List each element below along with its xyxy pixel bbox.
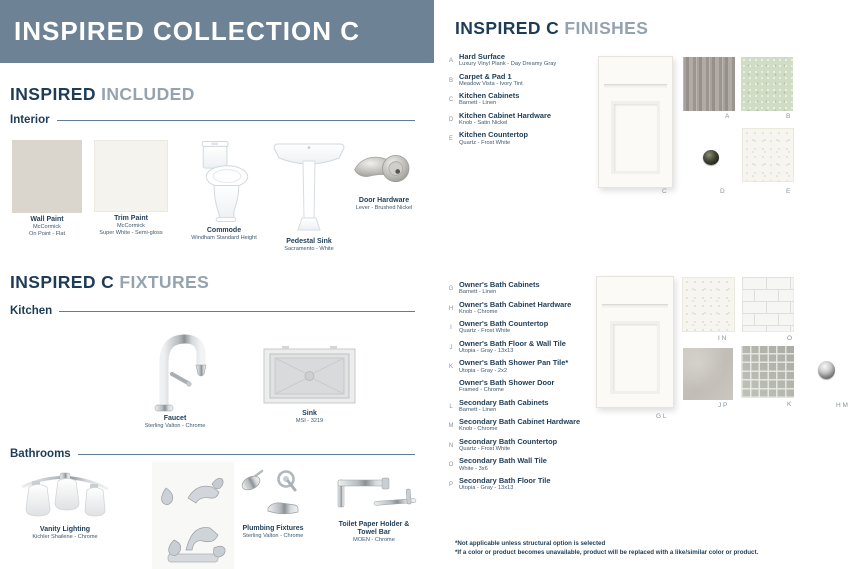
fixtures-title-secondary: FIXTURES <box>119 272 210 292</box>
cabinet-panel <box>611 101 659 174</box>
finish-item-name: Secondary Bath Cabinet Hardware <box>459 417 581 427</box>
finish-item-letter: O <box>448 462 454 469</box>
kitchen-quartz-swatch <box>742 128 794 182</box>
swatch-label-gl: G L <box>656 413 667 420</box>
swatch-label-jp: J P <box>718 402 728 409</box>
product-sub: Sacramento - White <box>284 246 334 252</box>
footnote-line: *Not applicable unless structural option is selected <box>455 540 606 547</box>
finish-item-letter: L <box>449 403 453 410</box>
kitchen-group-header <box>10 305 415 317</box>
finish-item-sub: Quartz - Frost White <box>459 328 511 335</box>
finish-item-sub: Barnett - Linen <box>459 289 497 296</box>
finish-list-item <box>446 457 641 477</box>
product-sub: Sterling Valton - Chrome <box>242 533 304 539</box>
finish-item-letter: E <box>448 136 453 143</box>
footnotes <box>455 540 758 557</box>
bath-quartz-swatch <box>682 277 735 332</box>
finish-item-name: Owner's Bath Shower Door <box>459 377 555 387</box>
interior-group-label: Interior <box>10 114 50 126</box>
product-sub: Kichler Shailene - Chrome <box>32 534 98 540</box>
cabinet-rail <box>604 84 667 88</box>
kitchen-faucet-image <box>130 322 220 412</box>
finish-item-letter: J <box>449 344 453 351</box>
kitchen-rule <box>59 311 415 312</box>
finish-list-item <box>446 418 641 438</box>
fixtures-title-primary: INSPIRED C <box>10 272 115 292</box>
finish-item-sub: Quartz - Frost White <box>459 139 511 146</box>
product-card-tp-holder-towel-bar <box>330 470 418 544</box>
bathrooms-rule <box>78 454 415 455</box>
finish-item-letter: A <box>448 58 453 64</box>
finish-item-name: Hard Surface <box>459 52 506 61</box>
swatch-label-k: K <box>787 401 792 408</box>
kitchen-group-label: Kitchen <box>10 305 53 317</box>
finishes-title-secondary: FINISHES <box>564 18 649 38</box>
swatch-label-b: B <box>786 113 791 120</box>
product-sub: Lever - Brushed Nickel <box>355 205 413 211</box>
swatch-label-a: A <box>725 113 730 120</box>
bathrooms-group-label: Bathrooms <box>10 448 71 460</box>
finish-item-sub: Knob - Chrome <box>459 426 498 433</box>
product-card-vanity-lighting <box>10 465 120 541</box>
cabinet-rail <box>602 304 667 308</box>
finish-item-sub: Barnett - Linen <box>459 406 497 413</box>
finish-item-name: Secondary Bath Floor Tile <box>459 475 551 485</box>
finish-item-name: Secondary Bath Wall Tile <box>459 456 547 466</box>
product-name: Commode <box>206 227 242 234</box>
finish-item-sub: Luxury Vinyl Plank - Day Dreamy Gray <box>459 61 557 68</box>
finish-item-sub: Barnett - Linen <box>459 100 497 107</box>
finish-item-letter: K <box>448 364 453 371</box>
interior-rule <box>57 120 415 121</box>
finish-item-sub: Knob - Chrome <box>459 308 498 315</box>
product-name: Plumbing Fixtures <box>242 525 304 532</box>
finish-item-name: Kitchen Cabinet Hardware <box>459 110 551 120</box>
finish-item-text <box>459 418 641 433</box>
product-card-plumbing-fixtures <box>238 466 308 540</box>
product-sub: McCormick <box>33 224 61 230</box>
finish-item-name: Owner's Bath Floor & Wall Tile <box>459 338 566 348</box>
product-card-commode <box>186 140 262 242</box>
product-sub: MSI - 3219 <box>295 418 324 424</box>
finish-item-sub: Utopia - Gray - 2x2 <box>459 367 508 374</box>
finishes-title-primary: INSPIRED C <box>455 18 560 38</box>
finish-item-text <box>459 457 641 472</box>
finish-item-sub: Utopia - Gray - 13x13 <box>459 347 514 354</box>
finish-item-sub: Framed - Chrome <box>459 387 504 394</box>
finish-item-name: Kitchen Cabinets <box>459 91 520 101</box>
product-name: Door Hardware <box>358 197 410 204</box>
swatch-label-c: C <box>662 188 667 195</box>
finish-item-letter: M <box>448 423 454 430</box>
product-sub: Super White - Semi-gloss <box>99 229 163 236</box>
finish-item-letter: C <box>448 97 454 104</box>
product-card-wall-paint <box>12 140 82 237</box>
included-title-primary: INSPIRED <box>10 84 96 104</box>
product-card-kitchen-faucet <box>130 322 220 430</box>
included-section-title <box>10 84 195 105</box>
finish-item-name: Secondary Bath Cabinets <box>459 397 549 407</box>
finish-item-name: Owner's Bath Cabinets <box>459 280 540 289</box>
finish-item-letter: N <box>448 442 454 449</box>
tp-holder-towel-bar-image <box>330 470 418 518</box>
finish-item-text <box>459 477 641 492</box>
trim-paint-swatch <box>94 140 168 212</box>
bathrooms-group-header <box>10 448 415 460</box>
finish-list-item <box>446 477 641 497</box>
vanity-light-image <box>10 465 120 523</box>
included-title-secondary: INCLUDED <box>101 84 195 104</box>
product-name: Wall Paint <box>30 216 64 223</box>
finish-item-sub: Quartz - Frost White <box>459 445 511 452</box>
product-sub: Sterling Valton - Chrome <box>144 423 206 429</box>
chrome-knob-swatch <box>818 361 835 379</box>
kitchen-sink-image <box>262 345 357 407</box>
finish-item-name: Owner's Bath Shower Pan Tile* <box>459 358 569 368</box>
page-title: INSPIRED COLLECTION C <box>14 16 361 46</box>
wall-paint-swatch <box>12 140 82 213</box>
finish-item-sub: Meadow Vista - Ivory Tint <box>459 80 523 87</box>
swatch-label-in: I N <box>718 335 727 342</box>
product-name: Trim Paint <box>114 215 148 222</box>
finish-item-sub: Utopia - Gray - 13x13 <box>459 485 514 492</box>
product-sub: MOEN - Chrome <box>353 537 395 543</box>
product-sub: McCormick <box>117 223 145 229</box>
product-card-kitchen-sink <box>262 345 357 425</box>
product-name: Toilet Paper Holder & Towel Bar <box>338 521 410 536</box>
pedestal-sink-image <box>270 138 348 235</box>
product-name: Faucet <box>163 415 187 422</box>
product-name: Pedestal Sink <box>286 238 332 245</box>
fixtures-section-title <box>10 272 209 293</box>
finish-item-letter: D <box>448 116 454 123</box>
subway-tile-swatch <box>742 277 794 332</box>
plumbing-fixtures-image <box>238 466 308 522</box>
mosaic-tile-swatch <box>741 346 794 398</box>
product-name: Sink <box>302 410 317 417</box>
finish-item-name: Secondary Bath Countertop <box>459 436 558 446</box>
floor-tile-swatch <box>683 348 733 400</box>
banner <box>0 0 434 63</box>
product-name: Vanity Lighting <box>39 526 91 533</box>
finish-item-name: Carpet & Pad 1 <box>459 71 512 81</box>
finish-item-letter: G <box>448 286 454 292</box>
finish-item-name: Owner's Bath Cabinet Hardware <box>459 299 572 309</box>
swatch-label-d: D <box>720 188 725 195</box>
finishes-section-title <box>455 18 648 39</box>
finish-item-sub: Knob - Satin Nickel <box>459 119 508 126</box>
product-sub: On Point - Flat <box>28 230 66 237</box>
kitchen-cabinet-swatch <box>598 56 673 188</box>
swatch-label-o: O <box>787 335 793 342</box>
bath-faucets-image <box>152 462 234 569</box>
door-lever-image <box>348 148 420 194</box>
product-sub: Windham Standard Height <box>191 235 257 241</box>
commode-image <box>186 140 262 224</box>
product-card-trim-paint <box>94 140 168 236</box>
finish-list-item <box>446 438 641 458</box>
finish-item-name: Kitchen Countertop <box>459 130 528 140</box>
vinyl-plank-swatch <box>683 57 735 111</box>
swatch-label-e: E <box>786 188 791 195</box>
swatch-label-hm: H M <box>836 402 848 409</box>
finish-item-text <box>459 438 641 453</box>
carpet-swatch <box>741 57 793 111</box>
bath-cabinet-swatch <box>596 276 674 408</box>
finish-item-letter: H <box>448 305 454 312</box>
cabinet-panel <box>610 321 660 394</box>
product-card-pedestal-sink <box>270 138 348 253</box>
finish-item-sub: White - 3x6 <box>459 465 488 472</box>
footnote-line: *If a color or product becomes unavailable, product will be replaced with a like/similar color or product. <box>455 548 759 556</box>
interior-group-header <box>10 114 415 126</box>
finish-item-letter: P <box>448 481 453 488</box>
finish-item-name: Owner's Bath Countertop <box>459 319 549 329</box>
finish-item-letter: B <box>448 77 453 84</box>
product-card-door-hardware <box>348 148 420 212</box>
satin-nickel-knob-swatch <box>703 150 719 165</box>
finish-item-letter: I <box>450 325 452 332</box>
